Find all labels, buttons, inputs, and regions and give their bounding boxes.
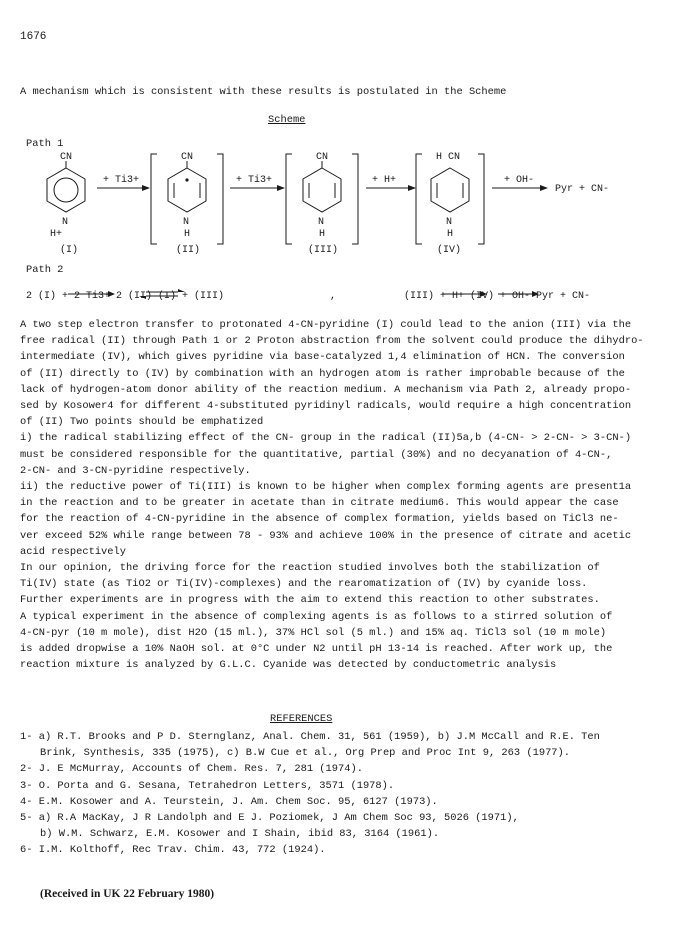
body-line: acid respectively	[20, 545, 127, 558]
scheme-drawing	[0, 128, 676, 313]
body-line: ii) the reductive power of Ti(III) is known to be higher when complex forming agents are present1a	[20, 481, 632, 494]
reference-item: b) W.M. Schwarz, E.M. Kosower and I Shain, ibid 83, 3164 (1961).	[40, 828, 440, 841]
body-line: Ti(IV) state (as TiO2 or Ti(IV)-complexes) and the rearomatization of (IV) by cyanide loss.	[20, 578, 588, 591]
compound-III-label: (III)	[308, 245, 339, 256]
path2-label: Path 2	[26, 264, 64, 276]
compound-IV-label: (IV)	[437, 245, 462, 256]
body-line: A typical experiment in the absence of complexing agents is as follows to a stirred solution of	[20, 610, 613, 623]
body-line: in the reaction and to be greater in acetate than in citrate medium6. This would appear the case	[20, 497, 619, 510]
label-h-II: H	[184, 229, 191, 240]
compound-I-label: (I)	[60, 245, 79, 256]
body-line: ver exceed 52% while range between 78 - 93% and achieve 100% in the presence of citrate and acetic	[20, 529, 632, 542]
body-line: intermediate (IV), which gives pyridine via base-catalyzed 1,4 elimination of HCN. The conversion	[20, 351, 625, 364]
label-cn-I: CN	[60, 152, 73, 163]
body-line: sed by Kosower4 for different 4-substituted pyridinyl radicals, would require a high concentration	[20, 400, 632, 413]
body-line: A two step electron transfer to protonated 4-CN-pyridine (I) could lead to the anion (III) via the	[20, 319, 632, 331]
reference-item: 4- E.M. Kosower and A. Teurstein, J. Am. Chem Soc. 95, 6127 (1973).	[20, 795, 438, 808]
label-cn-III: CN	[316, 152, 329, 163]
reference-item: 5- a) R.A MacKay, J R Landolph and E J. Poziomek, J Am Chem Soc 93, 5026 (1971),	[20, 812, 519, 825]
body-line: reaction mixture is analyzed by G.L.C. Cyanide was detected by conductometric analysis	[20, 659, 557, 672]
path2-comma: ,	[330, 291, 337, 302]
body-line: 2-CN- and 3-CN-pyridine respectively.	[20, 464, 251, 477]
compound-II-label: (II)	[176, 245, 201, 256]
reagent-ti-2: + Ti3+	[236, 175, 273, 186]
received-note: (Received in UK 22 February 1980)	[40, 888, 215, 900]
reagent-ti-1: + Ti3+	[103, 175, 140, 186]
references-list	[20, 729, 600, 859]
reference-item: Brink, Synthesis, 335 (1975), c) B.W Cue et al., Org Prep and Proc Int 9, 263 (1977).	[40, 747, 571, 760]
intro-sentence: A mechanism which is consistent with these results is postulated in the Scheme	[20, 86, 507, 98]
ring-I	[47, 168, 85, 212]
body-line: Further experiments are in progress with the aim to extend this reaction to other substrates.	[20, 594, 600, 607]
label-cn-II: CN	[181, 152, 194, 163]
body-line: free radical (II) through Path 1 or 2 Proton abstraction from the solvent could produce the dihydro-	[20, 335, 644, 348]
path2-right: (III) + H+ (IV) + OH- Pyr + CN-	[404, 291, 591, 302]
label-h-cn-IV: H CN	[436, 152, 461, 163]
label-n-IV: N	[446, 217, 453, 228]
path2-left: 2 (I) + 2 Ti3+ 2 (II) (I) + (III)	[26, 291, 225, 302]
label-h-III: H	[319, 229, 326, 240]
body-line: of (II) Two points should be emphatized	[20, 416, 264, 429]
path1-products: Pyr + CN-	[555, 184, 610, 195]
label-h-plus-I: H+	[50, 229, 63, 240]
label-n-I: N	[62, 217, 69, 228]
body-line: lack of hydrogen-atom donor ability of the reaction medium. A mechanism via Path 2, already propo-	[20, 383, 632, 396]
body-line: is added dropwise a 10% NaOH sol. at 0°C under N2 until pH 13-14 is reached. After work up, the	[20, 643, 613, 656]
reference-item: 1- a) R.T. Brooks and P D. Sternglanz, Anal. Chem. 31, 561 (1959), b) J.M McCall and R.E. Ten	[20, 731, 600, 743]
reaction-scheme	[0, 128, 676, 313]
body-line: must be considered responsible for the quantitative, partial (30%) and no decyanation of 4-CN-,	[20, 448, 613, 461]
label-n-II: N	[183, 217, 190, 228]
reference-item: 3- O. Porta and G. Sesana, Tetrahedron Letters, 3571 (1978).	[20, 779, 395, 792]
reference-item: 2- J. E McMurray, Accounts of Chem. Res. 7, 281 (1974).	[20, 763, 363, 776]
scheme-title: Scheme	[268, 114, 306, 126]
path1-label: Path 1	[26, 138, 64, 150]
reagent-h-plus: + H+	[372, 175, 397, 186]
body-line: In our opinion, the driving force for the reaction studied involves both the stabilization of	[20, 562, 600, 575]
body-line: i) the radical stabilizing effect of the CN- group in the radical (II)5a,b (4-CN- > 2-CN- > 3-CN-)	[20, 432, 632, 445]
references-title: REFERENCES	[270, 713, 333, 725]
label-n-III: N	[318, 217, 325, 228]
body-line: for the reaction of 4-CN-pyridine in the absence of complex formation, yields based on TiCl3 ne-	[20, 513, 619, 526]
reference-item: 6- I.M. Kolthoff, Rec Trav. Chim. 43, 772 (1924).	[20, 844, 326, 857]
body-text	[20, 317, 660, 673]
reagent-oh-minus: + OH-	[504, 175, 535, 186]
body-line: 4-CN-pyr (10 m mole), dist H2O (15 ml.), 37% HCl sol (5 ml.) and 15% aq. TiCl3 sol (10 m mole)	[20, 626, 607, 639]
page-number: 1676	[20, 31, 47, 43]
label-h-IV: H	[447, 229, 454, 240]
body-line: of (II) directly to (IV) by combination with an hydrogen atom is rather improbable because of the	[20, 367, 625, 380]
